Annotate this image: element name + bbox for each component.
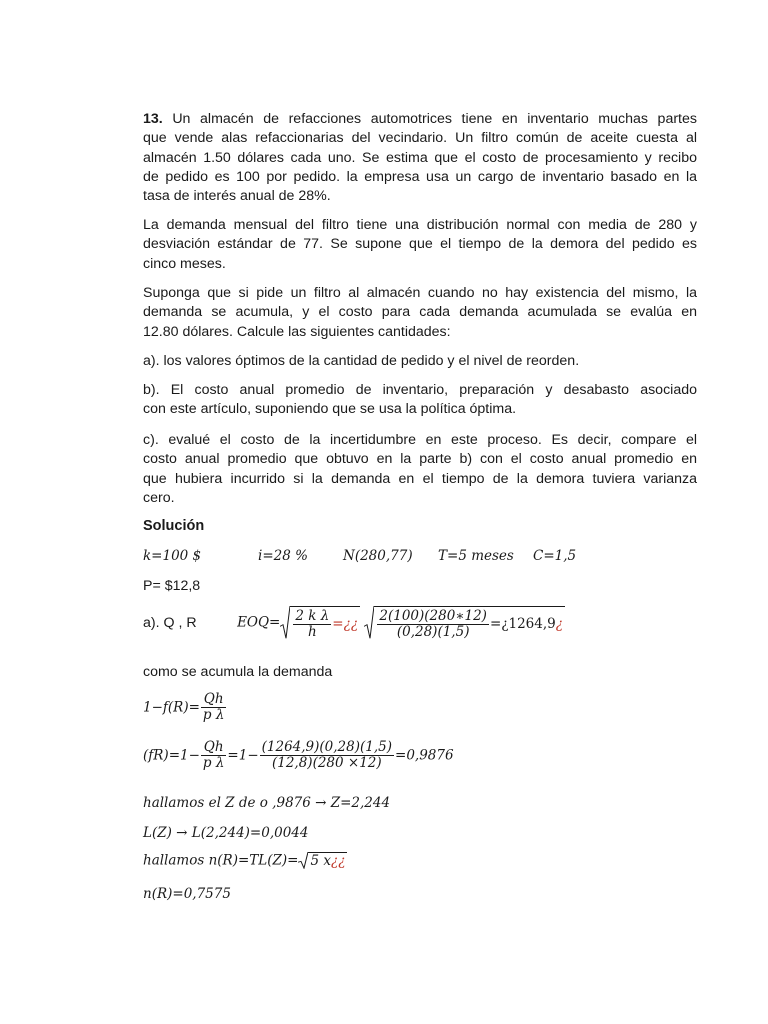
problem-paragraph-3 [143,284,697,342]
z-value-line: hallamos el Z de o ,9876 → Z=2,244 [143,795,391,811]
problem-part-c [143,431,697,508]
p-value: P= $12,8 [143,578,201,594]
param-c: C=1,5 [533,548,577,564]
paragraph-line: a). los valores óptimos de la cantidad de pedido y el nivel de reorden. [143,353,580,369]
paragraph-line: desviación estándar de 77. Se supone que el tiempo de la demora del pedido es [143,236,697,253]
equation-1: 1−f(R)= $\frac{Qh}{\text{p λ}}$ [143,691,225,723]
paragraph-line: almacén 1.50 dólares cada uno. Se estima que el costo de procesamiento y recibo [143,149,697,166]
paragraph-line: c). evalué el costo de la incertidumbre en este proceso. Es decir, compare el [143,432,697,448]
radical-sign-icon [280,606,290,640]
problem-paragraph-1 [143,110,697,206]
paragraph-line: tasa de interés anual de 28%. [143,188,331,205]
problem-part-b [143,381,697,420]
n-of-r-formula-line: hallamos n(R)=TL(Z)= 5 x¿¿ [143,852,346,869]
part-a-label: a). Q , R [143,615,197,631]
paragraph-line: Suponga que si pide un filtro al almacén cuando no hay existencia del mismo, la [143,285,697,301]
paragraph-line: 13. Un almacén de refacciones automotrices tiene en inventario muchas partes [143,111,697,127]
paragraph-line: cero. [143,489,175,506]
eoq-fraction: $\frac{\text{2 k λ}}{h}$ [295,608,330,640]
paragraph-line: costo anual promedio que obtuvo en la parte b) con el costo anual promedio en [143,451,697,468]
problem-number: 13. [143,111,163,127]
param-k: k=100 $ [143,548,202,564]
paragraph-line: La demanda mensual del filtro tiene una distribución normal con media de 280 y [143,217,697,233]
problem-part-a [143,352,697,371]
sqrt-n-of-r: 5 x¿¿ [298,852,347,869]
param-n: N(280,77) [343,548,413,564]
loss-function-line: L(Z) → L(2,244)=0,0044 [143,825,309,841]
accumulation-text: como se acumula la demanda [143,664,333,680]
sqrt-eoq: $\frac{\text{2 k λ}}{h}$ =¿¿ [280,606,360,640]
paragraph-line: cinco meses. [143,255,226,272]
paragraph-line: de pedido es 100 por pedido. la empresa usa un cargo de inventario basado en la [143,168,697,185]
paragraph-line: b). El costo anual promedio de inventario, preparación y desabasto asociado [143,382,697,398]
problem-paragraph-2 [143,216,697,274]
paragraph-line: que vende alas refaccionarias del vecindario. Un filtro común de aceite cuesta al [143,130,697,147]
paragraph-line: con este artículo, suponiendo que se usa la política óptima. [143,401,517,418]
eoq-formula: EOQ= $\frac{\text{2 k λ}}{h}$ =¿¿ $\frac{2(100)(280∗12)}{(0,28)(1,5)}$ =¿1264,9¿ [237,608,563,640]
equation-2: (fR)=1− $\frac{Qh}{\text{p λ}}$ =1− $\frac{(1264,9)(0,28)(1,5)}{(12,8)(280 \times 12)}$ =0,9876 [143,739,454,771]
param-t: T=5 meses [438,548,514,564]
paragraph-line: 12.80 dólares. Calcule las siguientes cantidades: [143,323,451,340]
sqrt-eoq-numeric: $\frac{2(100)(280∗12)}{(0,28)(1,5)}$ =¿1264,9¿ [364,606,565,640]
radical-sign-icon [298,852,308,869]
eoq-numeric-fraction: $\frac{2(100)(280∗12)}{(0,28)(1,5)}$ [379,608,487,640]
param-i: i=28 % [258,548,308,564]
radical-sign-icon [364,606,374,640]
eoq-row [143,606,565,640]
solution-heading: Solución [143,518,205,534]
n-of-r-result: n(R)=0,7575 [143,886,231,902]
paragraph-line: que hubiera incurrido si la demanda en el tiempo de la demora tuviera varianza [143,470,697,487]
paragraph-line: demanda se acumula, y el costo para cada demanda acumulada se evalúa en [143,304,697,321]
